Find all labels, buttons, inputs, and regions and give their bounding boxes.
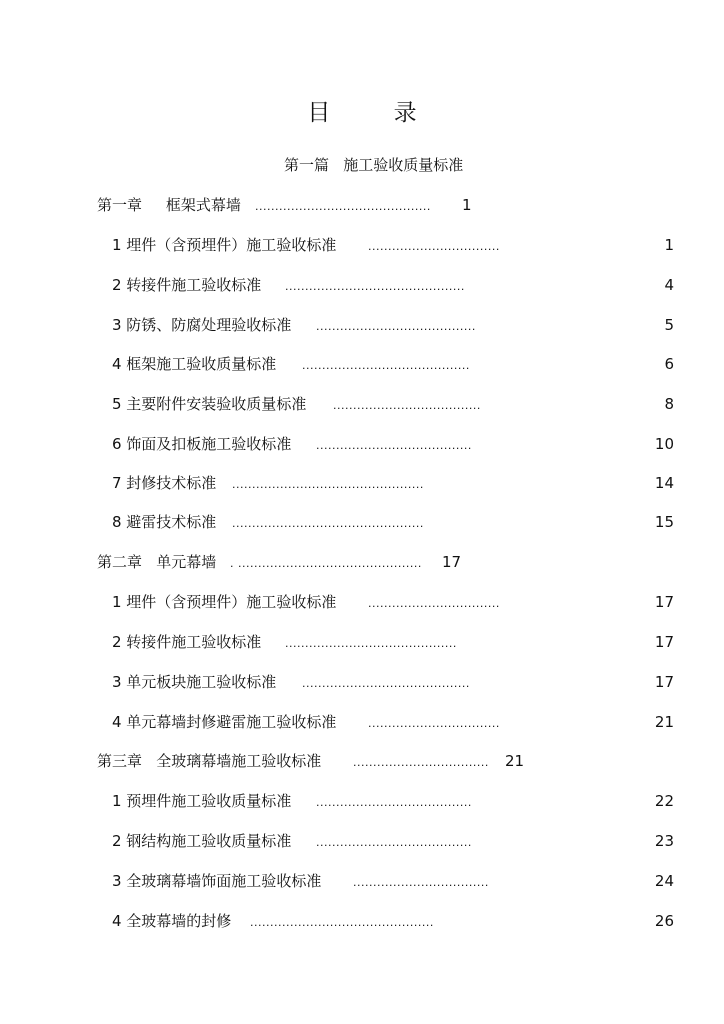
page-number: 5	[664, 316, 674, 334]
entry-title: 3 全玻璃幕墙饰面施工验收标准	[112, 872, 322, 890]
entry-title: 第三章 全玻璃幕墙施工验收标准	[97, 752, 322, 770]
section-entry[interactable]	[0, 910, 724, 932]
page-number: 22	[654, 792, 674, 810]
page-number: 23	[654, 832, 674, 850]
section-entry[interactable]	[0, 790, 724, 812]
entry-title: 2 转接件施工验收标准	[112, 276, 262, 294]
page-number: 17	[654, 673, 674, 691]
entry-title: 4 全玻幕墙的封修	[112, 912, 232, 930]
entry-title: 3 单元板块施工验收标准	[112, 673, 277, 691]
entry-title: 4 框架施工验收质量标准	[112, 355, 277, 373]
entry-title: 3 防锈、防腐处理验收标准	[112, 316, 292, 334]
dot-leader: .......................................	[316, 796, 472, 809]
page-number: 15	[654, 513, 674, 531]
entry-title: 4 单元幕墙封修避雷施工验收标准	[112, 713, 337, 731]
page-number: 21	[654, 713, 674, 731]
page-number: 14	[654, 474, 674, 492]
entry-title: 5 主要附件安装验收质量标准	[112, 395, 307, 413]
chapter-entry[interactable]	[0, 551, 724, 573]
dot-leader: .................................	[368, 597, 500, 610]
page-number: 10	[654, 435, 674, 453]
dot-leader: .....................................	[333, 399, 481, 412]
entry-title: 7 封修技术标准	[112, 474, 217, 492]
page-number: 24	[654, 872, 674, 890]
page-number: 21	[505, 752, 525, 770]
page-number: 1	[664, 236, 674, 254]
page-number: 17	[442, 553, 462, 571]
page-number: 6	[664, 355, 674, 373]
entry-title: 8 避雷技术标准	[112, 513, 217, 531]
page-number: 17	[654, 633, 674, 651]
section-entry[interactable]	[0, 511, 724, 533]
section-entry[interactable]	[0, 234, 724, 256]
page-number: 1	[462, 196, 472, 214]
dot-leader: .............................................	[285, 280, 465, 293]
entry-title: 2 钢结构施工验收质量标准	[112, 832, 292, 850]
section-entry[interactable]	[0, 591, 724, 613]
dot-leader: ........................................	[316, 320, 476, 333]
section-entry[interactable]	[0, 870, 724, 892]
dot-leader: .................................	[368, 717, 500, 730]
section-entry[interactable]	[0, 274, 724, 296]
entry-title: 第一章 框架式幕墙	[97, 196, 241, 214]
entry-title: 6 饰面及扣板施工验收标准	[112, 435, 292, 453]
dot-leader: ..............................................	[250, 916, 434, 929]
part-heading: 第一篇 施工验收质量标准	[284, 156, 464, 174]
section-entry[interactable]	[0, 711, 724, 733]
section-entry[interactable]	[0, 314, 724, 336]
dot-leader: ..................................	[353, 876, 489, 889]
section-entry[interactable]	[0, 631, 724, 653]
page-number: 4	[664, 276, 674, 294]
page-number: 8	[664, 395, 674, 413]
entry-title: 第二章 单元幕墙	[97, 553, 217, 571]
section-entry[interactable]	[0, 830, 724, 852]
dot-leader: .......................................	[316, 439, 472, 452]
dot-leader: ............................................	[255, 200, 431, 213]
entry-title: 2 转接件施工验收标准	[112, 633, 262, 651]
page-number: 17	[654, 593, 674, 611]
dot-leader: ...........................................	[285, 637, 457, 650]
section-entry[interactable]	[0, 433, 724, 455]
dot-leader: ................................................	[232, 478, 424, 491]
section-entry[interactable]	[0, 353, 724, 375]
dot-leader: ................................................	[232, 517, 424, 530]
entry-title: 1 埋件（含预埋件）施工验收标准	[112, 236, 337, 254]
entry-title: 1 埋件（含预埋件）施工验收标准	[112, 593, 337, 611]
page-number: 26	[654, 912, 674, 930]
section-entry[interactable]	[0, 671, 724, 693]
dot-leader: ..........................................	[302, 677, 470, 690]
chapter-entry[interactable]	[0, 194, 724, 216]
chapter-entry[interactable]	[0, 750, 724, 772]
section-entry[interactable]	[0, 393, 724, 415]
dot-leader: .................................	[368, 240, 500, 253]
dot-leader: ..........................................	[302, 359, 470, 372]
dot-leader: . ..............................................	[230, 557, 422, 570]
section-entry[interactable]	[0, 472, 724, 494]
page-title: 目 录	[307, 100, 445, 126]
dot-leader: ..................................	[353, 756, 489, 769]
dot-leader: .......................................	[316, 836, 472, 849]
entry-title: 1 预埋件施工验收质量标准	[112, 792, 292, 810]
